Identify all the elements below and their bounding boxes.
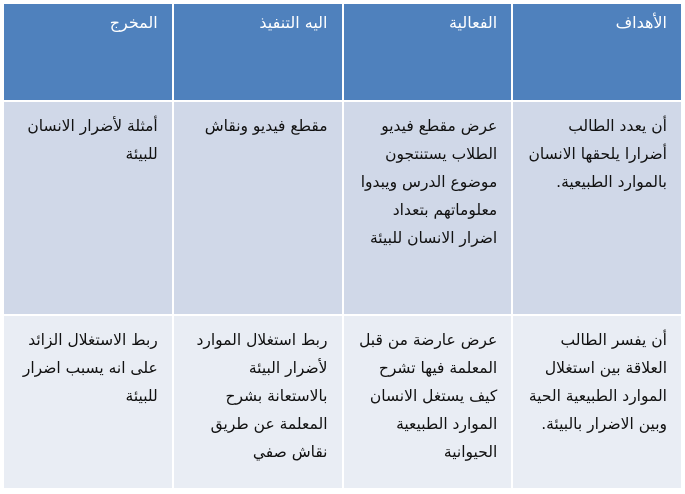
table-header-row [3, 3, 682, 101]
cell-output: أمثلة لأضرار الانسان للبيئة [3, 101, 173, 315]
cell-activity: عرض عارضة من قبل المعلمة فيها تشرح كيف يستغل الانسان الموارد الطبيعية الحيوانية [343, 315, 513, 489]
cell-activity: عرض مقطع فيديو الطلاب يستنتجون موضوع الدرس ويبدوا معلوماتهم بتعداد اضرار الانسان للبيئة [343, 101, 513, 315]
table-row [3, 101, 682, 315]
cell-objective: أن يعدد الطالب أضرارا يلحقها الانسان بالموارد الطبيعية. [512, 101, 682, 315]
header-implementation: اليه التنفيذ [173, 3, 343, 101]
cell-output: ربط الاستغلال الزائد على انه يسبب اضرار للبيئة [3, 315, 173, 489]
header-activity: الفعالية [343, 3, 513, 101]
cell-implementation: مقطع فيديو ونقاش [173, 101, 343, 315]
header-objectives: الأهداف [512, 3, 682, 101]
lesson-plan-table [2, 2, 683, 490]
table-row [3, 315, 682, 489]
header-output: المخرج [3, 3, 173, 101]
cell-objective: أن يفسر الطالب العلاقة بين استغلال الموارد الطبيعية الحية وبين الاضرار بالبيئة. [512, 315, 682, 489]
cell-implementation: ربط استغلال الموارد لأضرار البيئة بالاستعانة بشرح المعلمة عن طريق نقاش صفي [173, 315, 343, 489]
